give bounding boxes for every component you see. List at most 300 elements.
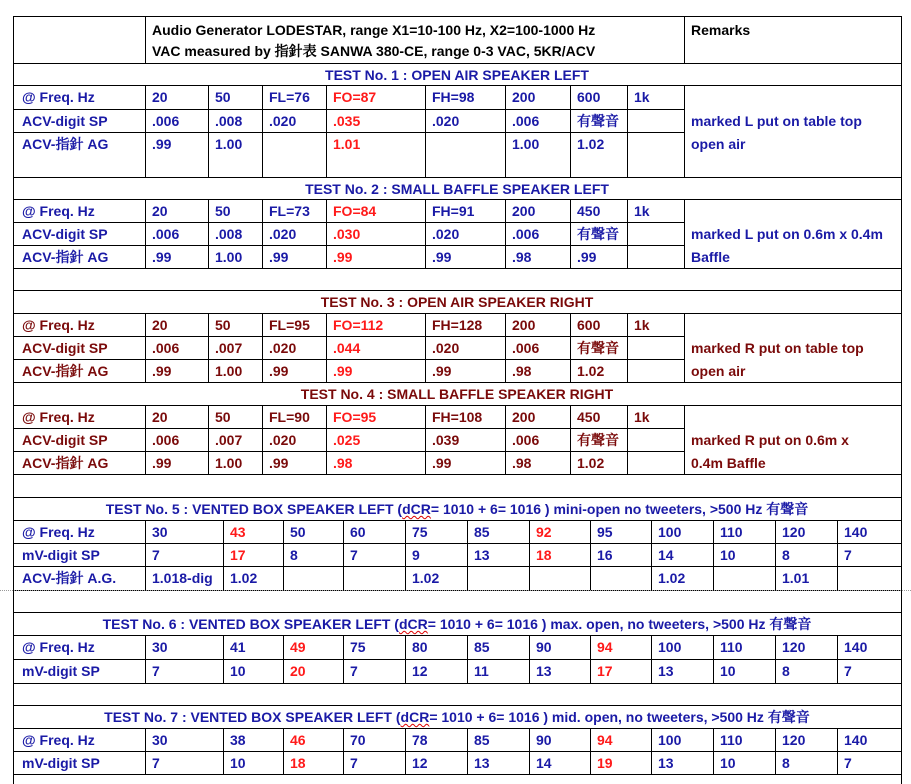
data-cell: 450 [577,409,601,425]
data-cell: 110 [720,524,743,540]
row-label: @ Freq. Hz [22,409,95,425]
data-cell: 450 [577,203,601,219]
grid-line [713,520,714,591]
data-cell: .006 [152,432,180,448]
data-cell: 75 [412,524,428,540]
grid-line [505,199,506,269]
data-cell: 49 [290,639,306,655]
data-cell: .99 [432,249,452,265]
data-cell: .99 [333,249,353,265]
data-cell: 19 [597,755,613,771]
grid-line [570,313,571,383]
row-label: @ Freq. Hz [22,317,95,333]
data-cell: 85 [474,524,490,540]
data-cell: .98 [512,363,532,379]
remark: marked L put on 0.6m x 0.4m [691,226,883,242]
data-cell: FH=128 [432,317,483,333]
grid-line [13,520,902,521]
data-cell: 1.02 [412,570,440,586]
data-cell: .039 [432,432,460,448]
data-cell: 7 [152,547,160,563]
data-cell: 43 [230,524,246,540]
data-cell: .99 [152,136,172,152]
grid-line [13,451,685,452]
grid-line [837,728,838,775]
data-cell: 1.02 [230,570,258,586]
grid-line [775,520,776,591]
grid-line [145,85,146,178]
data-cell: 8 [290,547,298,563]
grid-line [13,543,902,544]
grid-line [326,199,327,269]
grid-line [627,85,628,178]
data-cell: 7 [152,755,160,771]
remark: marked R put on 0.6m x [691,432,849,448]
row-label: ACV-digit SP [22,226,108,242]
data-cell: 8 [782,755,790,771]
grid-line [570,85,571,178]
data-cell: 85 [474,732,490,748]
grid-line [343,728,344,775]
data-cell: 600 [577,89,601,105]
data-cell: .99 [432,363,452,379]
data-cell: .99 [152,249,172,265]
row-label: ACV-指針 AG [22,136,109,152]
grid-line [651,635,652,684]
grid-line [570,405,571,475]
grid-line [713,728,714,775]
title-part: dCR [402,501,431,517]
row-label: @ Freq. Hz [22,524,95,540]
data-cell: 13 [474,547,490,563]
grid-line [529,728,530,775]
grid-line [13,635,902,636]
data-cell: .007 [215,432,243,448]
data-cell: 140 [844,524,868,540]
grid-line [326,405,327,475]
data-cell: 120 [782,732,806,748]
data-cell: 50 [290,524,306,540]
title-part: TEST No. 5 : VENTED BOX SPEAKER LEFT ( [105,501,403,517]
data-cell: .99 [269,363,289,379]
data-cell: 75 [350,639,366,655]
grid-line [901,16,902,784]
grid-line [570,199,571,269]
test-title: TEST No. 1 : OPEN AIR SPEAKER LEFT [325,67,589,83]
data-cell: 20 [290,663,306,679]
grid-line [13,177,902,178]
data-cell: 7 [152,663,160,679]
data-cell: 有聲音 [577,113,619,129]
data-cell: 16 [597,547,613,563]
row-label: @ Freq. Hz [22,203,95,219]
data-cell: 50 [215,409,231,425]
data-cell: 200 [512,89,536,105]
title-part: dCR [400,709,430,725]
data-cell: 100 [658,732,682,748]
grid-line [651,520,652,591]
data-cell: 13 [474,755,490,771]
data-cell: .008 [215,113,243,129]
data-cell: .99 [333,363,353,379]
grid-line [13,683,902,684]
data-cell: 13 [658,755,674,771]
data-cell: 7 [350,663,358,679]
data-cell: .006 [512,432,540,448]
data-cell: 12 [412,663,428,679]
grid-line [590,520,591,591]
grid-line [684,405,685,475]
grid-line [145,405,146,475]
data-cell: 30 [152,639,168,655]
grid-line [223,728,224,775]
grid-line [262,199,263,269]
data-cell: 100 [658,524,682,540]
data-cell: 120 [782,639,806,655]
row-label: mV-digit SP [22,547,100,563]
grid-line [13,132,685,133]
header-line-1: Audio Generator LODESTAR, range X1=10-100 Hz, X2=100-1000 Hz [152,22,596,38]
data-cell: 20 [152,89,168,105]
data-cell: .006 [152,340,180,356]
data-cell: 1.00 [215,249,243,265]
data-cell: 10 [230,663,246,679]
row-label: mV-digit SP [22,755,100,771]
data-cell: 有聲音 [577,432,619,448]
grid-line [425,313,426,383]
data-cell: 140 [844,732,868,748]
data-cell: .98 [512,455,532,471]
grid-line [326,85,327,178]
grid-line [13,359,685,360]
data-cell: .006 [512,113,540,129]
data-cell: .98 [333,455,353,471]
grid-line [627,313,628,383]
data-cell: 90 [536,732,552,748]
data-cell: 92 [536,524,552,540]
grid-line [590,728,591,775]
data-cell: .020 [269,432,297,448]
data-cell: 120 [782,524,806,540]
row-label: ACV-digit SP [22,113,108,129]
grid-line [326,313,327,383]
data-cell: .006 [152,113,180,129]
data-cell: 18 [536,547,552,563]
grid-line [13,382,902,383]
data-cell: 140 [844,639,868,655]
grid-line [145,16,146,64]
grid-line [684,268,902,269]
grid-line [145,199,146,269]
data-cell: 有聲音 [577,340,619,356]
grid-line [529,635,530,684]
data-cell: .025 [333,432,361,448]
data-cell: .007 [215,340,243,356]
grid-line [405,520,406,591]
data-cell: 70 [350,732,366,748]
data-cell: .020 [269,340,297,356]
data-cell: .020 [432,226,460,242]
data-cell: 有聲音 [577,226,619,242]
data-cell: FO=95 [333,409,377,425]
data-cell: 8 [782,663,790,679]
grid-line [13,199,685,200]
grid-line [208,85,209,178]
grid-line [651,728,652,775]
grid-line [13,659,902,660]
row-label: @ Freq. Hz [22,639,95,655]
grid-line [13,63,902,64]
data-cell: 1.02 [577,363,605,379]
remark: open air [691,363,746,379]
test-title [13,500,901,518]
data-cell: 110 [720,732,743,748]
data-cell: 50 [215,89,231,105]
grid-line [145,635,146,684]
data-cell: .006 [152,226,180,242]
grid-line [684,474,902,475]
data-cell: 600 [577,317,601,333]
data-cell: .98 [512,249,532,265]
grid-line [505,85,506,178]
remark: marked L put on table top [691,113,862,129]
grid-line [262,313,263,383]
grid-line [208,405,209,475]
data-cell: 90 [536,639,552,655]
remark: open air [691,136,746,152]
test-title [13,708,901,726]
grid-line [684,16,685,64]
grid-line [262,85,263,178]
grid-line [467,635,468,684]
data-cell: 10 [720,755,736,771]
grid-line [13,222,685,223]
data-cell: 1.00 [215,136,243,152]
row-label: @ Freq. Hz [22,732,95,748]
test-title: TEST No. 3 : OPEN AIR SPEAKER RIGHT [320,294,594,310]
data-cell: .99 [269,249,289,265]
row-label: ACV-指針 AG [22,455,109,471]
data-cell: 94 [597,732,613,748]
title-part: TEST No. 7 : VENTED BOX SPEAKER LEFT ( [104,709,401,725]
grid-line [627,199,628,269]
data-cell: .020 [269,113,297,129]
data-cell: 1.00 [215,455,243,471]
grid-line [505,313,506,383]
data-cell: .006 [512,340,540,356]
data-cell: .99 [432,455,452,471]
data-cell: 13 [658,663,674,679]
data-cell: 30 [152,524,168,540]
grid-line [343,635,344,684]
test-title: TEST No. 2 : SMALL BAFFLE SPEAKER LEFT [305,181,609,197]
grid-line [13,705,902,706]
data-cell: FH=108 [432,409,483,425]
grid-line [13,245,685,246]
data-cell: 11 [474,663,489,679]
data-cell: 1k [634,409,650,425]
grid-line [684,199,685,269]
grid-line [13,728,902,729]
grid-line [208,199,209,269]
data-cell: FL=73 [269,203,310,219]
title-part: = 1010 + 6= 1016 ) mini-open no tweeters, >500 Hz 有聲音 [430,501,809,517]
grid-line [684,313,685,383]
grid-line [467,728,468,775]
data-cell: 85 [474,639,490,655]
row-label: ACV-指針 AG [22,363,109,379]
grid-line [684,199,902,200]
data-cell: 10 [720,547,736,563]
grid-line [13,313,685,314]
row-label: ACV-digit SP [22,340,108,356]
grid-line [262,405,263,475]
title-part: = 1010 + 6= 1016 ) mid. open, no tweeters, >500 Hz 有聲音 [429,709,810,725]
grid-line [405,635,406,684]
grid-line [590,635,591,684]
data-cell: 13 [536,663,552,679]
data-cell: 30 [152,732,168,748]
data-cell: 100 [658,639,682,655]
grid-line [13,336,685,337]
data-cell: .99 [577,249,597,265]
data-cell: 20 [152,409,168,425]
data-cell: 1k [634,89,650,105]
data-cell: FO=84 [333,203,377,219]
grid-line [405,728,406,775]
data-cell: .020 [269,226,297,242]
data-cell: FL=90 [269,409,310,425]
data-cell: 50 [215,317,231,333]
data-cell: 95 [597,524,613,540]
grid-line [13,474,685,475]
remark: 0.4m Baffle [691,455,766,471]
title-part: TEST No. 6 : VENTED BOX SPEAKER LEFT ( [102,616,399,632]
data-cell: 7 [350,755,358,771]
grid-line [13,612,902,613]
header-line-2: VAC measured by 指針表 SANWA 380-CE, range 0-3 VAC, 5KR/ACV [152,43,596,59]
data-cell: 200 [512,409,536,425]
remarks-header: Remarks [691,22,751,38]
grid-line [343,520,344,591]
grid-line [145,520,146,591]
row-label: ACV-指針 A.G. [22,570,117,586]
grid-line [13,751,902,752]
grid-line [775,635,776,684]
data-cell: .006 [512,226,540,242]
data-cell: 46 [290,732,306,748]
data-cell: 18 [290,755,306,771]
grid-line [467,520,468,591]
data-cell: 110 [720,639,743,655]
grid-line [425,199,426,269]
grid-line [208,313,209,383]
data-cell: .008 [215,226,243,242]
data-cell: .99 [269,455,289,471]
data-cell: 1.02 [658,570,686,586]
data-cell: 41 [230,639,246,655]
grid-line [13,85,685,86]
data-cell: 7 [350,547,358,563]
data-cell: 12 [412,755,428,771]
grid-line [223,635,224,684]
grid-line [529,520,530,591]
data-cell: 7 [844,547,852,563]
grid-line [13,268,685,269]
row-label: @ Freq. Hz [22,89,95,105]
grid-line [13,109,685,110]
data-cell: FL=95 [269,317,310,333]
data-cell: 38 [230,732,246,748]
title-part: = 1010 + 6= 1016 ) max. open, no tweeters, >500 Hz 有聲音 [427,616,812,632]
data-cell: 1k [634,203,650,219]
data-cell: 14 [536,755,552,771]
grid-line [837,635,838,684]
data-cell: 8 [782,547,790,563]
data-cell: 20 [152,203,168,219]
data-cell: 60 [350,524,366,540]
data-cell: 1.00 [512,136,540,152]
grid-line [13,290,902,291]
data-cell: 50 [215,203,231,219]
data-cell: FL=76 [269,89,310,105]
dotted-separator [0,590,911,591]
grid-line [223,520,224,591]
grid-line [145,728,146,775]
remark: Baffle [691,249,730,265]
data-cell: .030 [333,226,361,242]
grid-line [775,728,776,775]
data-cell: 1.018-dig [152,570,213,586]
data-cell: 17 [230,547,246,563]
test-title [13,615,901,633]
grid-line [684,313,902,314]
grid-line [713,635,714,684]
data-cell: .020 [432,340,460,356]
grid-line [505,405,506,475]
grid-line [283,635,284,684]
data-cell: FH=91 [432,203,475,219]
data-cell: 10 [230,755,246,771]
grid-line [425,405,426,475]
data-cell: 80 [412,639,428,655]
grid-line [13,16,902,17]
grid-line [13,428,685,429]
grid-line [145,313,146,383]
title-part: dCR [398,616,428,632]
data-cell: 17 [597,663,613,679]
data-cell: .035 [333,113,361,129]
test-title: TEST No. 4 : SMALL BAFFLE SPEAKER RIGHT [300,386,614,402]
data-cell: 1.00 [215,363,243,379]
remark: marked R put on table top [691,340,864,356]
data-cell: 1.01 [333,136,361,152]
data-cell: 1k [634,317,650,333]
data-cell: .044 [333,340,361,356]
data-cell: 1.01 [782,570,810,586]
data-cell: 200 [512,203,536,219]
data-cell: FO=112 [333,317,384,333]
data-cell: .020 [432,113,460,129]
row-label: mV-digit SP [22,663,100,679]
grid-line [283,520,284,591]
grid-line [283,728,284,775]
data-cell: 94 [597,639,613,655]
grid-line [684,85,685,178]
data-cell: 1.02 [577,136,605,152]
data-cell: FH=98 [432,89,475,105]
grid-line [13,405,685,406]
